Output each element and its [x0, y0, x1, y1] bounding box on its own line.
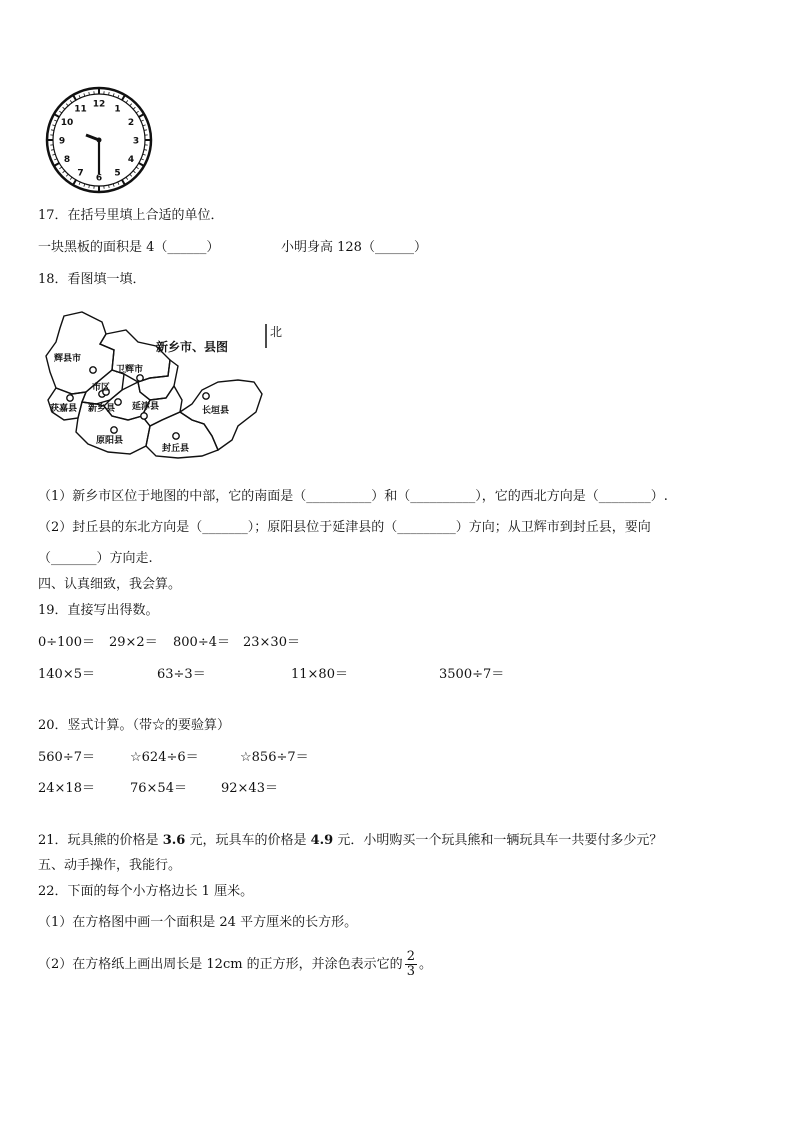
q20-r1-c3: ☆856÷7＝ — [240, 750, 309, 765]
clock-tick — [54, 114, 59, 117]
clock-tick — [70, 177, 72, 179]
clock-number: 8 — [63, 155, 71, 165]
clock-tick — [66, 104, 68, 106]
map-drawing — [42, 308, 292, 460]
clock-tick — [113, 184, 114, 187]
q19-r2-c3: 11×80＝ — [291, 667, 348, 682]
clock-number: 6 — [95, 173, 103, 184]
q22-sub2-text: （2）在方格纸上画出周长是 12cm 的正方形，并涂色表示它的 — [38, 957, 403, 972]
q22-sub2 — [38, 950, 432, 979]
q22-sub1: （1）在方格图中画一个面积是 24 平方厘米的长方形。 — [38, 915, 358, 930]
clock-tick — [122, 95, 125, 100]
xinxiang-map — [42, 308, 292, 460]
q20-r2-c1: 24×18＝ — [38, 781, 95, 796]
label-fengqiu: 封丘县 — [162, 444, 190, 454]
clock-number: 5 — [114, 168, 121, 179]
q22-sub2-end: 。 — [418, 957, 432, 972]
q20-title: 20．竖式计算。（带☆的要验算） — [38, 718, 231, 733]
q19-title: 19．直接写出得数。 — [38, 603, 159, 618]
map-title: 新乡市、县图 — [156, 340, 229, 354]
map-north-label: 北 — [270, 325, 283, 339]
q22-title: 22．下面的每个小方格边长 1 厘米。 — [38, 884, 254, 899]
clock-number: 1 — [114, 104, 121, 115]
q19-r1-c4: 23×30＝ — [243, 635, 300, 650]
section4-heading: 四、认真细致，我会算。 — [38, 577, 182, 592]
q21-text-a: 21．玩具熊的价格是 — [38, 833, 163, 848]
clock-tick — [63, 171, 65, 173]
clock-tick — [143, 125, 146, 126]
q19-r1-c2: 29×2＝ — [109, 635, 158, 650]
clock-tick — [133, 107, 135, 109]
q19-r2-c2: 63÷3＝ — [157, 667, 206, 682]
clock-tick — [118, 182, 119, 185]
clock-number: 4 — [127, 155, 135, 165]
q19-r2-c4: 3500÷7＝ — [439, 667, 505, 682]
q19-r1-c1: 0÷100＝ — [38, 635, 95, 650]
clock-tick — [143, 154, 146, 155]
q17-title: 17．在括号里填上合适的单位． — [38, 208, 224, 223]
clock-tick — [118, 95, 119, 98]
q19-r1-c3: 800÷4＝ — [173, 635, 230, 650]
clock-number: 7 — [77, 168, 84, 179]
clock-tick — [73, 95, 76, 100]
clock-tick — [79, 182, 80, 185]
q21-value-bear: 3.6 — [162, 833, 186, 848]
clock-tick — [141, 120, 144, 121]
q21-text — [38, 832, 662, 850]
q20-r1-c1: 560÷7＝ — [38, 750, 95, 765]
label-yanjin: 延津县 — [132, 402, 160, 412]
clock-center — [97, 138, 102, 143]
clock-tick — [70, 100, 72, 102]
clock-tick — [54, 120, 57, 121]
clock-number: 2 — [127, 118, 135, 128]
label-yuanyang: 原阳县 — [96, 436, 124, 446]
clock-tick — [66, 174, 68, 176]
clock-number: 11 — [74, 104, 87, 115]
clock-tick — [59, 111, 61, 113]
clock-tick — [63, 107, 65, 109]
label-huojia: 获嘉县 — [50, 404, 78, 414]
clock-tick — [136, 111, 138, 113]
q17-item2: 小明身高 128（______） — [281, 240, 427, 255]
q18-sub2: （2）封丘县的东北方向是（_______）；原阳县位于延津县的（_________）方向；从卫辉市到封丘县，要向 — [38, 520, 651, 535]
clock-tick — [130, 104, 132, 106]
clock-tick — [54, 163, 59, 166]
label-weihui: 卫辉市 — [116, 365, 144, 375]
clock-number: 10 — [60, 118, 74, 128]
dot-changyuan — [203, 393, 209, 399]
clock-tick — [52, 125, 55, 126]
q20-r1-c2: ☆624÷6＝ — [130, 750, 199, 765]
clock-tick — [84, 184, 85, 187]
dot-huixian — [90, 367, 96, 373]
clock-tick — [126, 100, 128, 102]
clock-tick — [54, 159, 57, 160]
dot-xinxiang — [115, 399, 121, 405]
clock-number: 12 — [92, 99, 106, 110]
clock-tick — [126, 177, 128, 179]
q20-r2-c3: 92×43＝ — [221, 781, 278, 796]
clock-tick — [79, 95, 80, 98]
clock-figure — [45, 86, 153, 194]
q18-sub1: （1）新乡市区位于地图的中部，它的南面是（__________）和（__________），它的西北方向是（________）. — [38, 489, 668, 504]
clock-drawing — [45, 86, 153, 194]
region-yanjin-n — [138, 360, 178, 400]
clock-tick — [59, 167, 61, 169]
q21-text-c: 元．小明购买一个玩具熊和一辆玩具车一共要付多少元？ — [333, 833, 663, 848]
clock-tick — [52, 154, 55, 155]
clock-number: 9 — [58, 136, 66, 147]
label-shiqu: 市区 — [92, 383, 111, 393]
label-huixian: 辉县市 — [54, 354, 82, 364]
clock-number: 3 — [132, 136, 140, 147]
clock-tick — [133, 171, 135, 173]
q19-r2-c1: 140×5＝ — [38, 667, 95, 682]
q21-value-car: 4.9 — [310, 833, 334, 848]
clock-tick — [139, 163, 144, 166]
q17-item1: 一块黑板的面积是 4（______） — [38, 240, 220, 255]
clock-tick — [136, 167, 138, 169]
clock-tick — [113, 93, 114, 96]
fraction-denominator: 3 — [406, 964, 415, 979]
label-xinxiang: 新乡县 — [88, 404, 116, 414]
label-changyuan: 长垣县 — [202, 406, 230, 416]
clock-tick — [122, 180, 125, 185]
q18-title: 18．看图填一填． — [38, 272, 146, 287]
q18-sub2b: （_______）方向走. — [38, 551, 153, 566]
q20-r2-c2: 76×54＝ — [130, 781, 187, 796]
clock-tick — [130, 174, 132, 176]
clock-tick — [84, 93, 85, 96]
clock-tick — [139, 114, 144, 117]
fraction-two-thirds — [405, 950, 417, 979]
clock-tick — [73, 180, 76, 185]
clock-tick — [141, 159, 144, 160]
q21-text-b: 元，玩具车的价格是 — [185, 833, 311, 848]
section5-heading: 五、动手操作，我能行。 — [38, 858, 182, 873]
fraction-numerator: 2 — [406, 949, 415, 964]
dot-fengqiu — [173, 433, 179, 439]
